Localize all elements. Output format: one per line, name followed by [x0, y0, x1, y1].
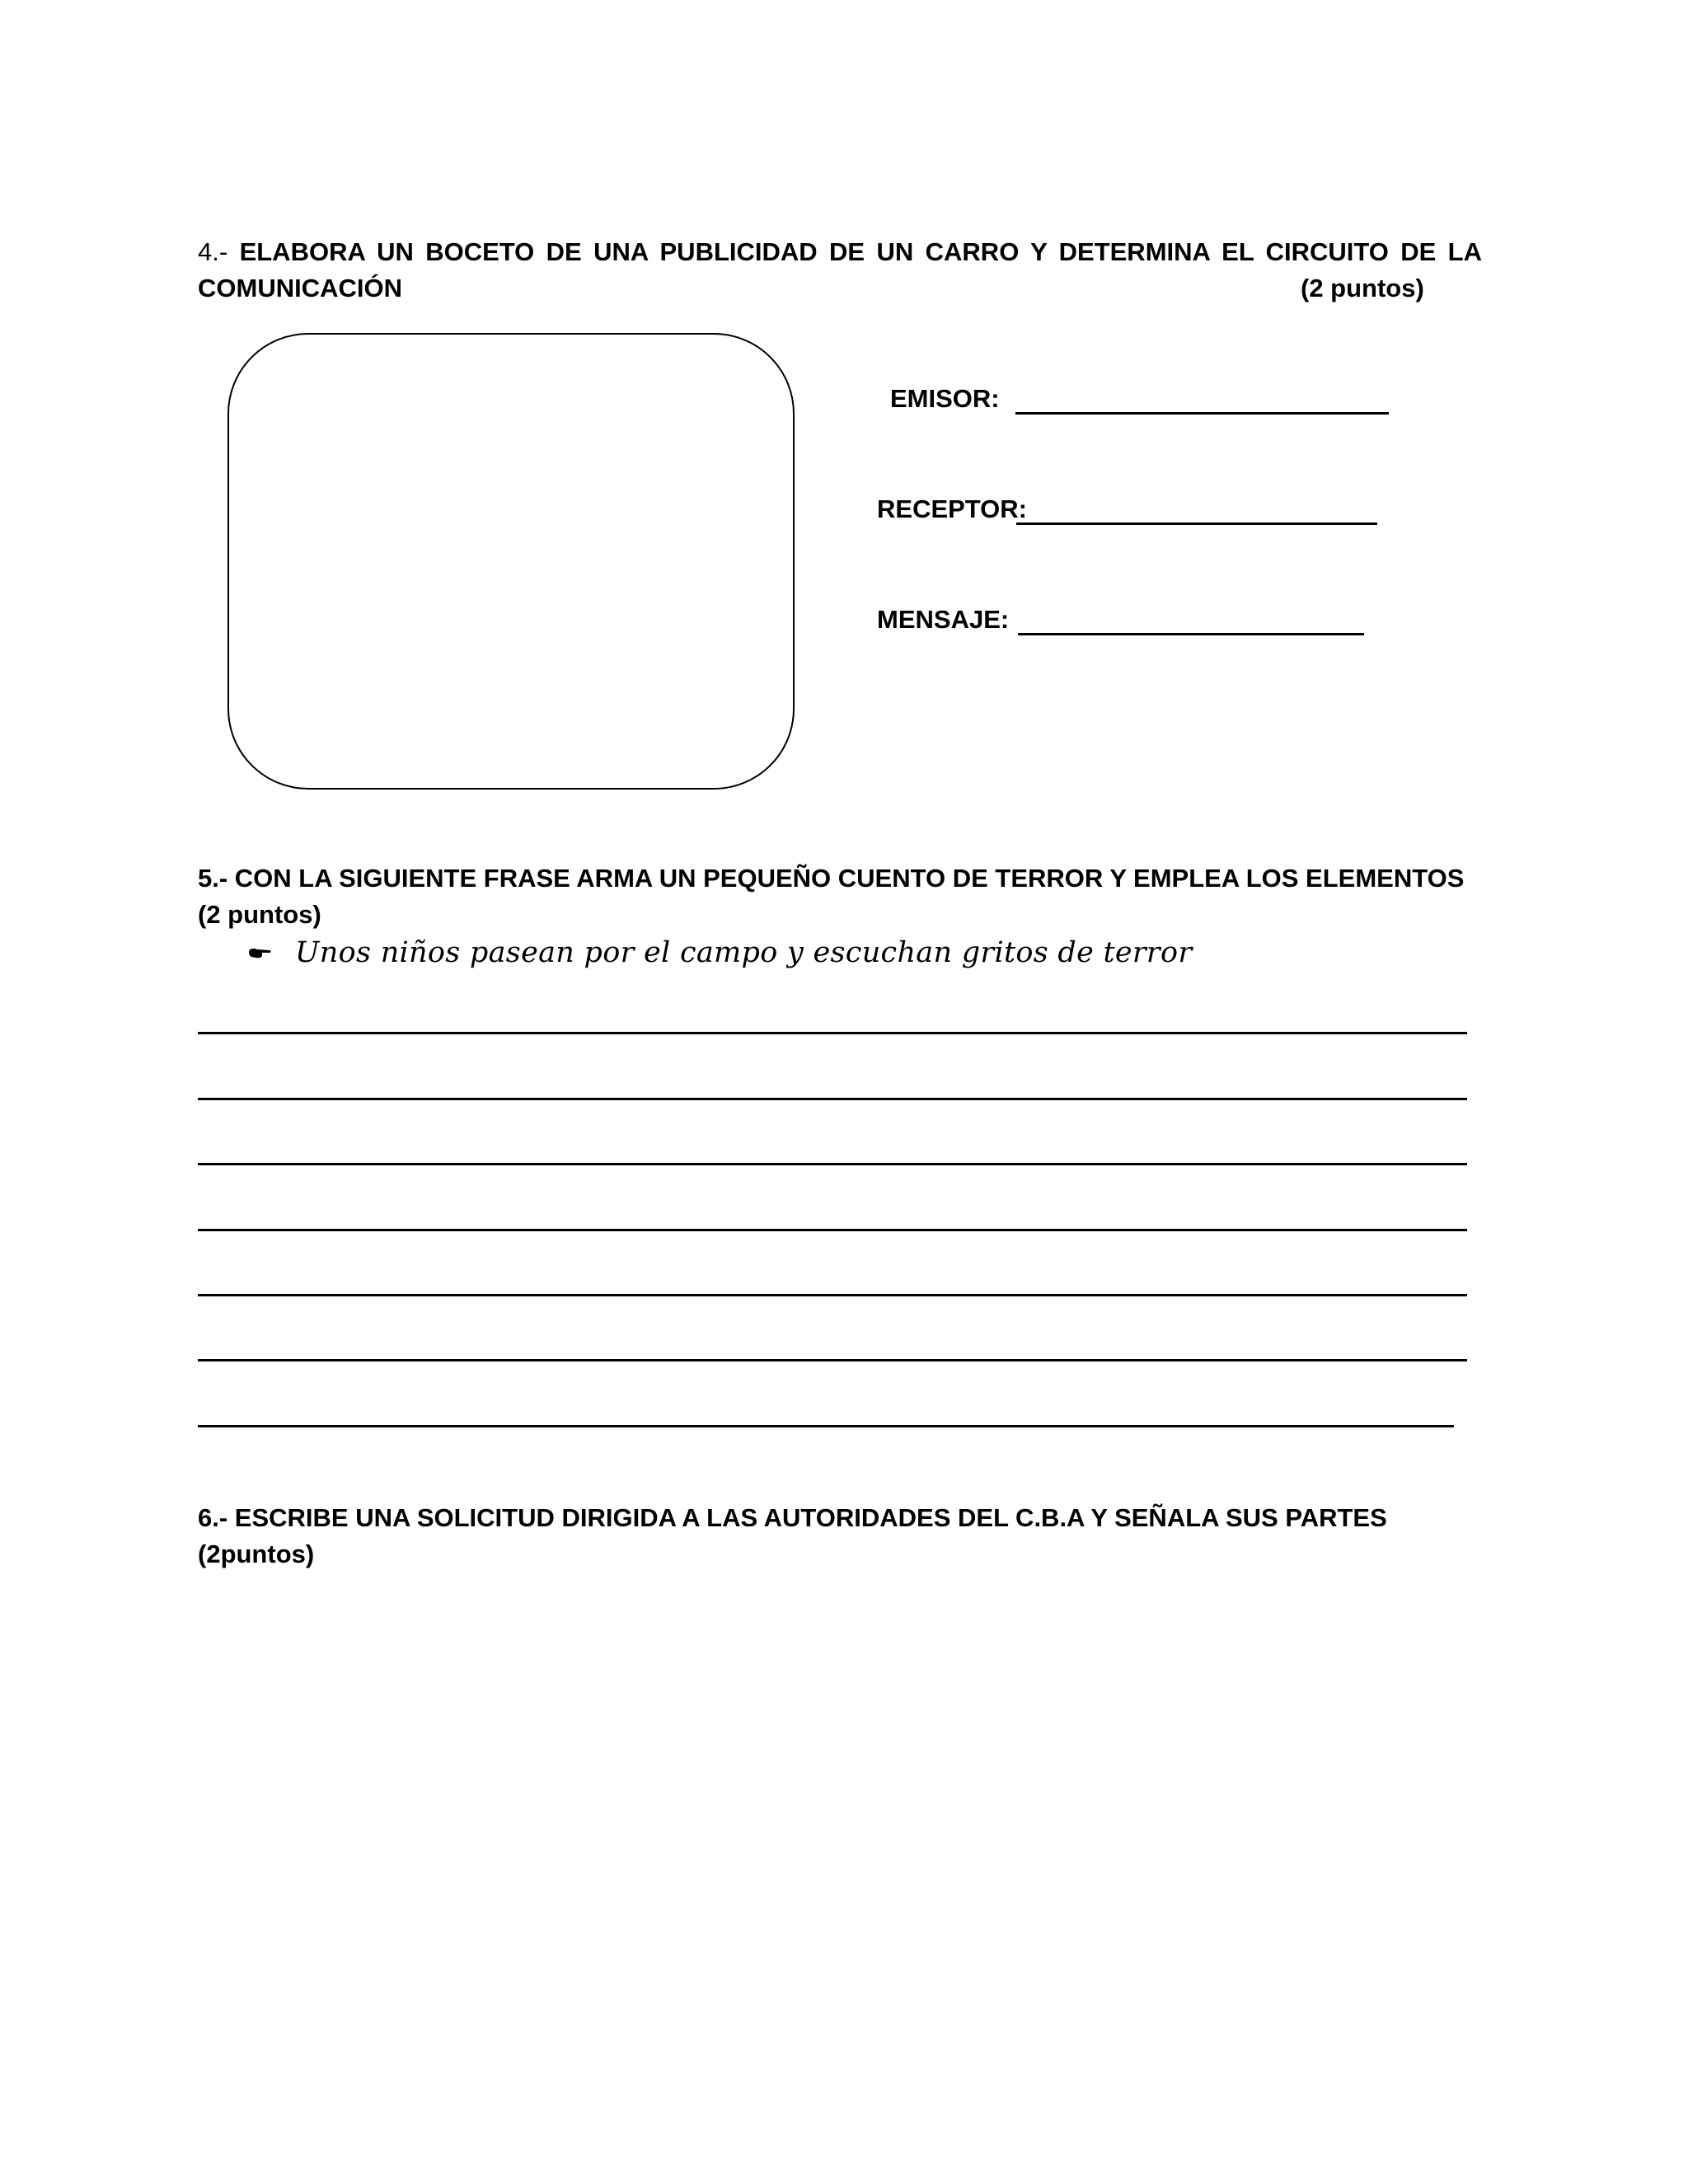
q4-number: 4.- — [198, 237, 240, 266]
story-phrase: Unos niños pasean por el campo y escuchan gritos de terror — [295, 936, 1193, 969]
emisor-label: EMISOR: — [890, 384, 1000, 413]
writing-line-6[interactable] — [198, 1359, 1467, 1361]
writing-line-5[interactable] — [198, 1294, 1467, 1296]
writing-line-1[interactable] — [198, 1032, 1467, 1034]
pointing-hand-icon-svg — [247, 945, 272, 962]
emisor-answer-line[interactable] — [1015, 412, 1389, 415]
receptor-answer-line[interactable] — [1016, 523, 1377, 525]
q6-title-line2: (2puntos) — [198, 1540, 315, 1568]
writing-line-7[interactable] — [198, 1425, 1454, 1427]
q5-title-line1: 5.- CON LA SIGUIENTE FRASE ARMA UN PEQUEÑO CUENTO DE TERROR Y EMPLEA LOS ELEMENTOS — [198, 864, 1465, 893]
sketch-drawing-area[interactable] — [227, 333, 795, 790]
receptor-label: RECEPTOR: — [877, 494, 1028, 523]
writing-line-4[interactable] — [198, 1229, 1467, 1231]
mensaje-label: MENSAJE: — [877, 605, 1010, 634]
q4-title-line1 — [198, 234, 1482, 270]
mensaje-answer-line[interactable] — [1018, 633, 1364, 635]
q4-points: (2 puntos) — [1301, 274, 1424, 302]
pointing-hand-icon — [247, 938, 272, 971]
writing-line-2[interactable] — [198, 1098, 1467, 1100]
q5-title-line2: (2 puntos) — [198, 900, 321, 929]
q4-title-text: ELABORA UN BOCETO DE UNA PUBLICIDAD DE UN CARRO Y DETERMINA EL CIRCUITO DE LA — [239, 237, 1482, 266]
q6-title-line1: 6.- ESCRIBE UNA SOLICITUD DIRIGIDA A LAS AUTORIDADES DEL C.B.A Y SEÑALA SUS PARTES — [198, 1503, 1387, 1532]
q4-title-line2: COMUNICACIÓN — [198, 274, 402, 302]
writing-line-3[interactable] — [198, 1163, 1467, 1165]
